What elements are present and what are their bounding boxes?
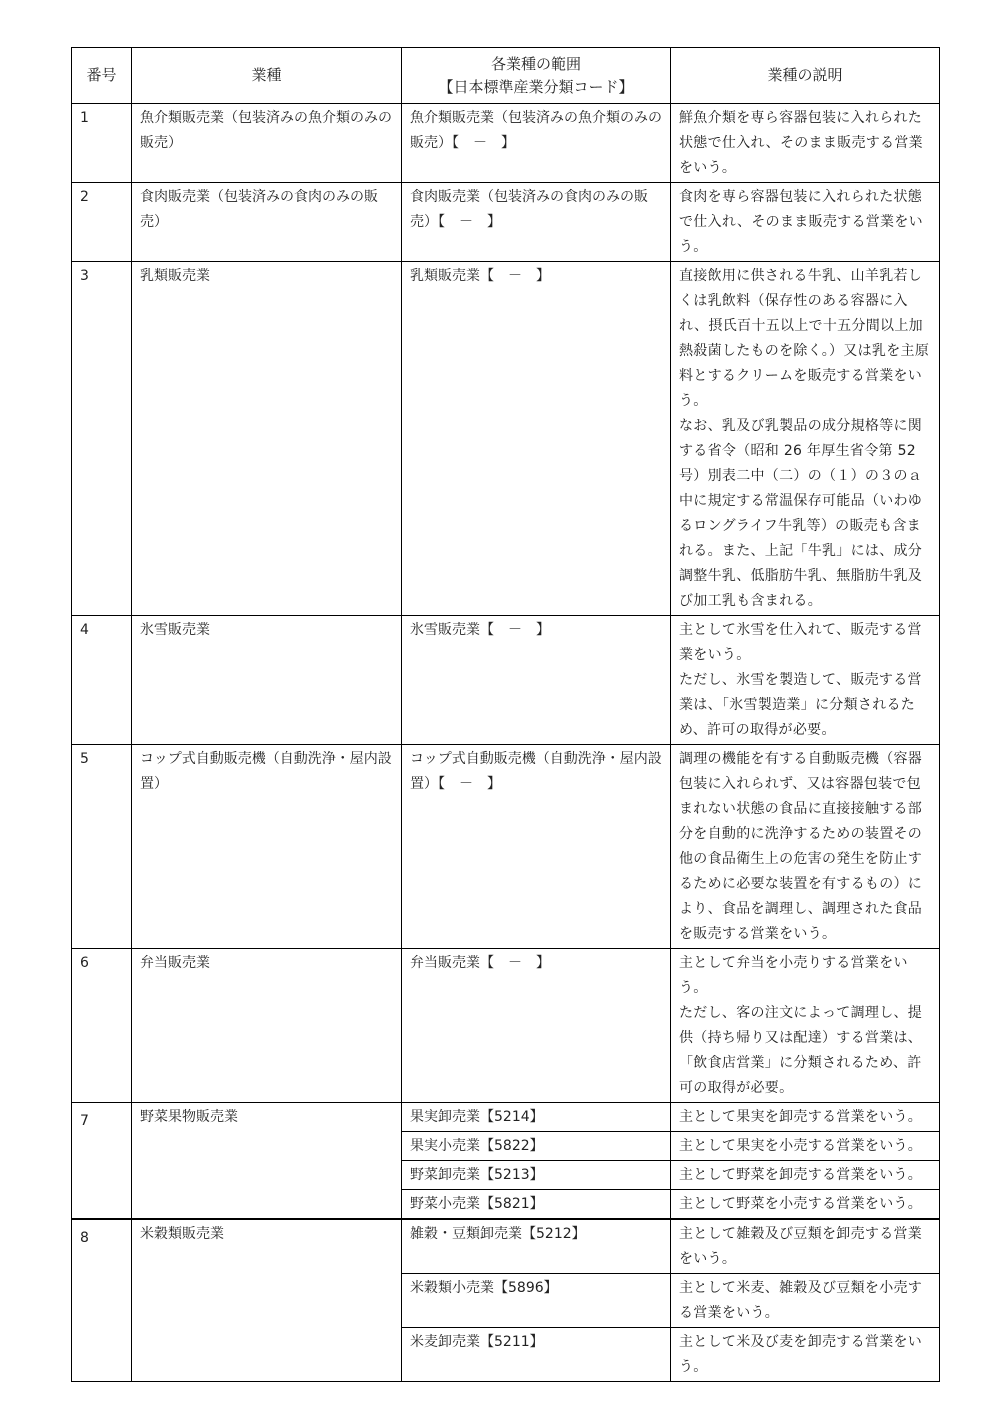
description-cell: 鮮魚介類を専ら容器包装に入れられた状態で仕入れ、そのまま販売する営業をいう。 [671,104,940,183]
header-scope [402,48,671,104]
header-industry: 業種 [132,48,402,104]
description-cell [671,949,940,1103]
scope-cell: 雑穀・豆類卸売業【5212】 [402,1219,671,1274]
industry-cell: 弁当販売業 [132,949,402,1103]
description-cell: 主として野菜を小売する営業をいう。 [671,1190,940,1220]
description-cell: 調理の機能を有する自動販売機（容器包装に入れられず、又は容器包装で包まれない状態の食品に直接接触する部分を自動的に洗浄するための装置その他の食品衛生上の危害の発生を防止するために必要な装置を有するもの）により、食品を調理し、調理された食品を販売する営業をいう。 [671,745,940,949]
description-cell: 主として果実を卸売する営業をいう。 [671,1103,940,1132]
table-row [72,262,940,616]
header-scope-line1: 各業種の範囲 [490,54,581,73]
industry-cell: 食肉販売業（包装済みの食肉のみの販売） [132,183,402,262]
table-row [72,745,940,949]
header-row [72,48,940,104]
industry-cell: 乳類販売業 [132,262,402,616]
description-cell: 主として果実を小売する営業をいう。 [671,1132,940,1161]
row-number: 6 [72,949,132,1103]
table-row [72,104,940,183]
row-number: 1 [72,104,132,183]
header-number: 番号 [72,48,132,104]
description-paragraph: 直接飲用に供される牛乳、山羊乳若しくは乳飲料（保存性のある容器に入れ、摂氏百十五以上で十五分間以上加熱殺菌したものを除く。）又は乳を主原料とするクリームを販売する営業をいう。 [679,268,930,409]
table-row [72,616,940,745]
table-row [72,1219,940,1274]
industry-table [71,47,940,1382]
row-number: 2 [72,183,132,262]
description-cell [671,262,940,616]
industry-cell: 氷雪販売業 [132,616,402,745]
scope-cell: 野菜小売業【5821】 [402,1190,671,1220]
row-number: 8 [72,1219,132,1382]
scope-cell: 野菜卸売業【5213】 [402,1161,671,1190]
scope-cell: 食肉販売業（包装済みの食肉のみの販売）【 － 】 [402,183,671,262]
scope-cell: 米穀類小売業【5896】 [402,1274,671,1328]
description-cell: 食肉を専ら容器包装に入れられた状態で仕入れ、そのまま販売する営業をいう。 [671,183,940,262]
scope-cell: 魚介類販売業（包装済みの魚介類のみの販売）【 － 】 [402,104,671,183]
description-paragraph: 主として氷雪を仕入れて、販売する営業をいう。 [679,622,922,663]
scope-cell: 弁当販売業【 － 】 [402,949,671,1103]
scope-cell: 米麦卸売業【5211】 [402,1328,671,1382]
description-cell: 主として野菜を卸売する営業をいう。 [671,1161,940,1190]
description-note: ただし、客の注文によって調理し、提供（持ち帰り又は配達）する営業は、「飲食店営業」に分類されるため、許可の取得が必要。 [679,1005,923,1096]
industry-cell: 米穀類販売業 [132,1219,402,1382]
description-note: なお、乳及び乳製品の成分規格等に関する省令（昭和 26 年厚生省令第 52 号）別表二中（二）の（１）の３のａ中に規定する常温保存可能品（いわゆるロングライフ牛乳等）の販売も含まれる。また、上記「牛乳」には、成分調整牛乳、低脂肪牛乳、無脂肪牛乳及び加工乳も含まれる。 [679,418,923,609]
table-row [72,949,940,1103]
industry-cell: 魚介類販売業（包装済みの魚介類のみの販売） [132,104,402,183]
table-row [72,1103,940,1132]
description-cell: 主として米麦、雑穀及び豆類を小売する営業をいう。 [671,1274,940,1328]
header-scope-line2: 【日本標準産業分類コード】 [438,77,634,96]
header-description: 業種の説明 [671,48,940,104]
row-number: 5 [72,745,132,949]
description-cell: 主として雑穀及び豆類を卸売する営業をいう。 [671,1219,940,1274]
scope-cell: 果実小売業【5822】 [402,1132,671,1161]
row-number: 7 [72,1103,132,1220]
description-paragraph: 主として弁当を小売りする営業をいう。 [679,955,908,996]
scope-cell: 乳類販売業【 － 】 [402,262,671,616]
scope-cell: コップ式自動販売機（自動洗浄・屋内設置）【 － 】 [402,745,671,949]
table-row [72,183,940,262]
row-number: 4 [72,616,132,745]
industry-cell: コップ式自動販売機（自動洗浄・屋内設置） [132,745,402,949]
description-cell: 主として米及び麦を卸売する営業をいう。 [671,1328,940,1382]
row-number: 3 [72,262,132,616]
description-note: ただし、氷雪を製造して、販売する営業は、「氷雪製造業」に分類されるため、許可の取得が必要。 [679,672,922,738]
industry-cell: 野菜果物販売業 [132,1103,402,1220]
scope-cell: 果実卸売業【5214】 [402,1103,671,1132]
description-cell [671,616,940,745]
scope-cell: 氷雪販売業【 － 】 [402,616,671,745]
